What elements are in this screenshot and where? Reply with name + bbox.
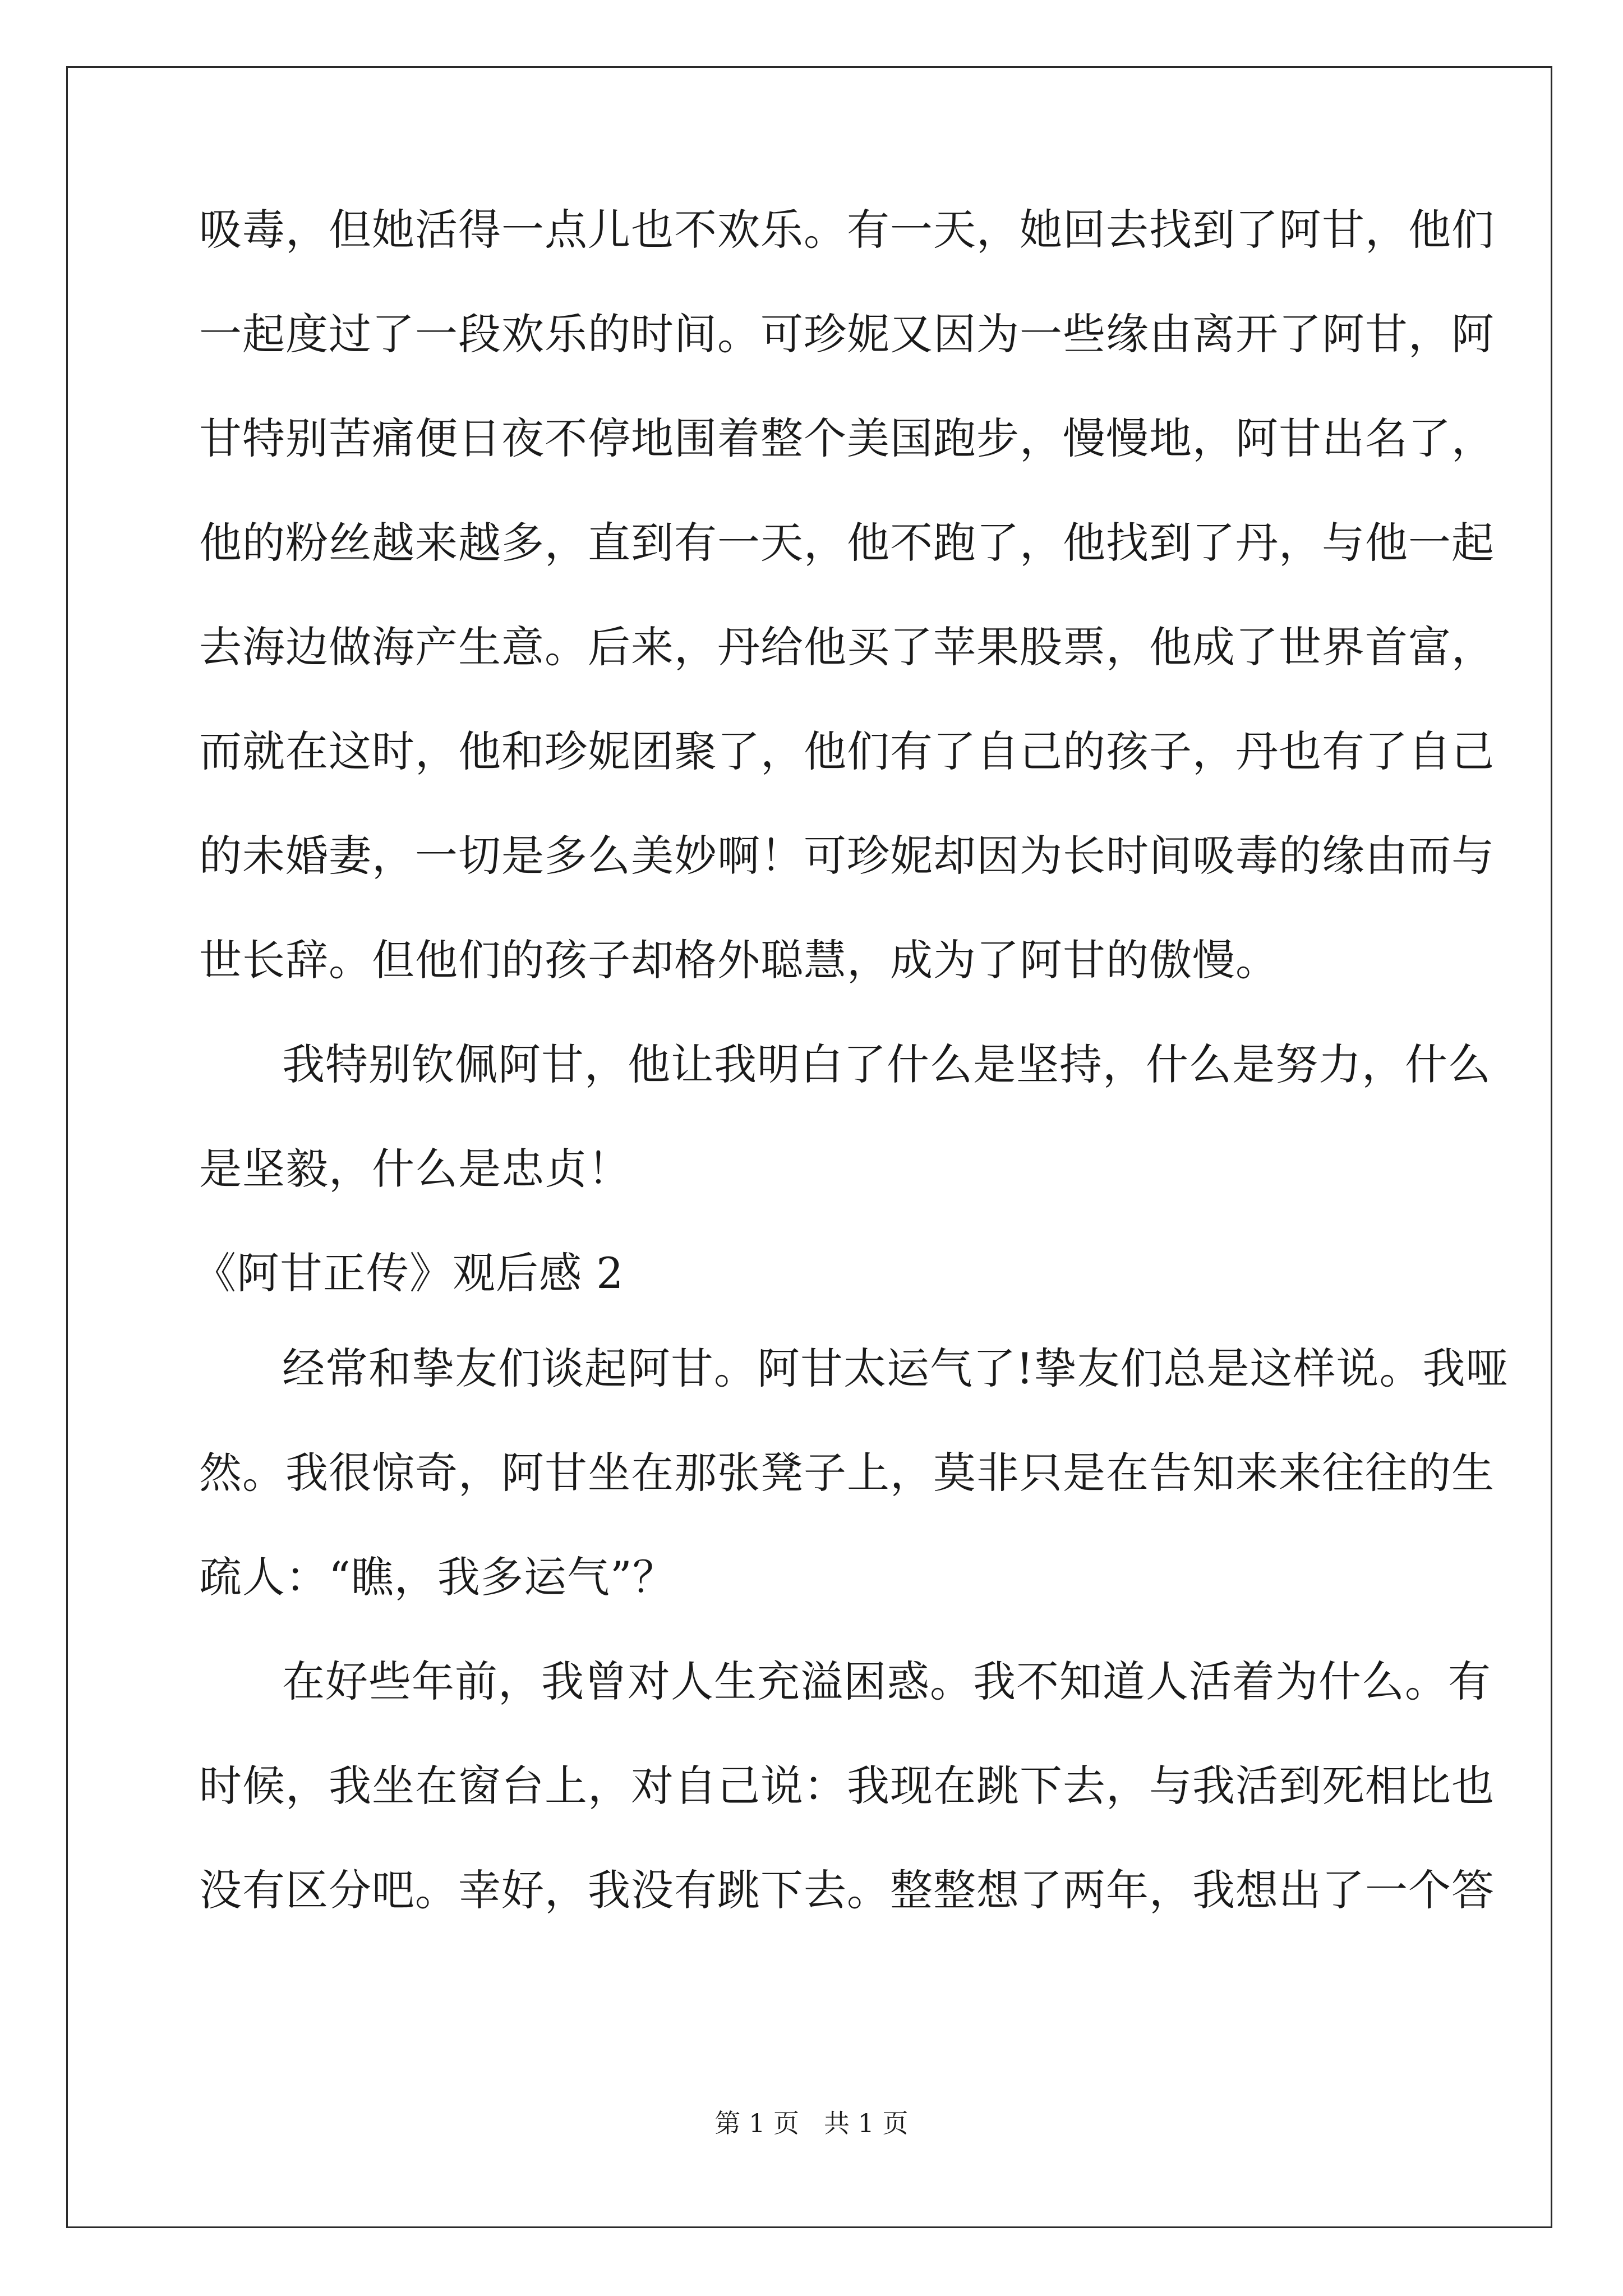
- text-line: 没有区分吧。幸好，我没有跳下去。整整想了两年，我想出了一个答: [199, 1865, 1495, 1915]
- text-line: 甘特别苦痛便日夜不停地围着整个美国跑步，慢慢地，阿甘出名了，: [199, 413, 1495, 463]
- paragraph-first-line: 经常和挚友们谈起阿甘。阿甘太运气了!挚友们总是这样说。我哑: [282, 1343, 1509, 1393]
- page-number-label: 第 1 页: [714, 2108, 800, 2138]
- text-line: 一起度过了一段欢乐的时间。可珍妮又因为一些缘由离开了阿甘，阿: [199, 309, 1495, 359]
- text-line: 而就在这时，他和珍妮团聚了，他们有了自己的孩子，丹也有了自己: [199, 726, 1495, 776]
- section-heading: 《阿甘正传》观后感 2: [193, 1248, 624, 1298]
- text-line: 的未婚妻，一切是多么美妙啊！可珍妮却因为长时间吸毒的缘由而与: [199, 831, 1495, 881]
- paragraph-first-line: 我特别钦佩阿甘，他让我明白了什么是坚持，什么是努力，什么: [282, 1039, 1491, 1089]
- text-line: 是坚毅，什么是忠贞！: [199, 1144, 631, 1194]
- page-footer: [0, 2106, 1623, 2140]
- text-line: 去海边做海产生意。后来，丹给他买了苹果股票，他成了世界首富，: [199, 622, 1495, 672]
- page-total-label: 共 1 页: [823, 2108, 909, 2138]
- text-line: 世长辞。但他们的孩子却格外聪慧，成为了阿甘的傲慢。: [199, 935, 1279, 985]
- text-line: 疏人：“瞧，我多运气”？: [199, 1552, 676, 1602]
- text-line: 他的粉丝越来越多，直到有一天，他不跑了，他找到了丹，与他一起: [199, 518, 1495, 568]
- paragraph-first-line: 在好些年前，我曾对人生充溢困惑。我不知道人活着为什么。有: [282, 1657, 1491, 1706]
- text-line: 然。我很惊奇，阿甘坐在那张凳子上，莫非只是在告知来来往往的生: [199, 1448, 1495, 1498]
- text-line: 吸毒，但她活得一点儿也不欢乐。有一天，她回去找到了阿甘，他们: [199, 205, 1495, 255]
- text-line: 时候，我坐在窗台上，对自己说：我现在跳下去，与我活到死相比也: [199, 1761, 1495, 1811]
